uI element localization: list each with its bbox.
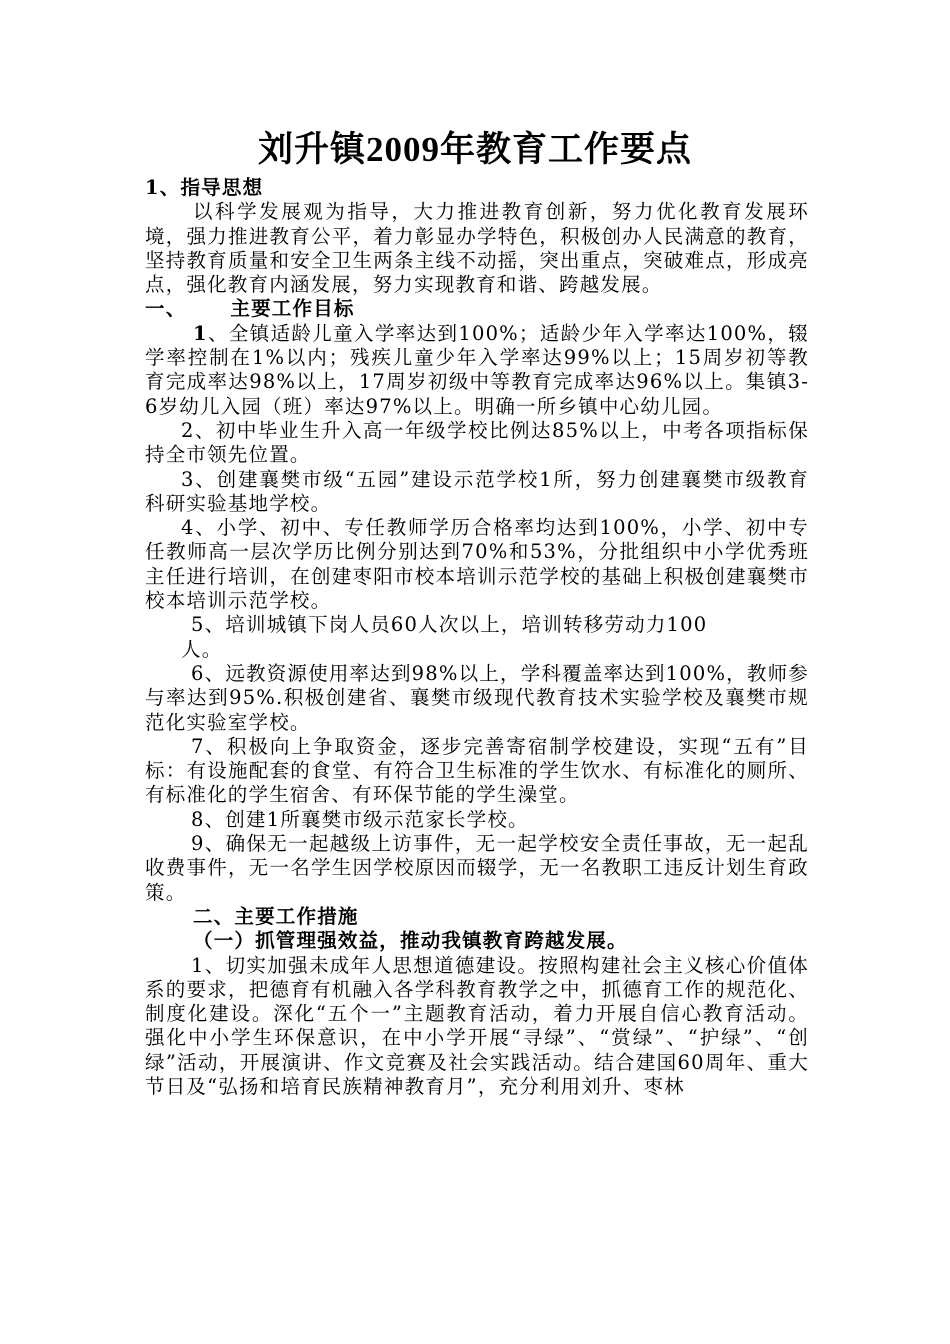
goal-item-6: 6、远教资源使用率达到98%以上，学科覆盖率达到100%，教师参与率达到95%.积极创建省、襄樊市级现代教育技术实验学校及襄樊市规范化实验室学校。: [145, 661, 809, 734]
document-body: [145, 176, 809, 1099]
paragraph-guiding-ideology: 以科学发展观为指导，大力推进教育创新，努力优化教育发展环境，强力推进教育公平，着力彰显办学特色，积极创办人民满意的教育，坚持教育质量和安全卫生两条主线不动摇，突出重点，突破难点，形成亮点，强化教育内涵发展，努力实现教育和谐、跨越发展。: [145, 200, 809, 297]
goal-item-1: [145, 322, 809, 419]
measure-item-1: 1、切实加强未成年人思想道德建设。按照构建社会主义核心价值体系的要求，把德育有机融入各学科教育教学之中，抓德育工作的规范化、制度化建设。深化“五个一”主题教育活动，着力开展自信心教育活动。强化中小学生环保意识，在中小学开展“寻绿”、“赏绿”、“护绿”、“创绿”活动，开展演讲、作文竞赛及社会实践活动。结合建国60周年、重大节日及“弘扬和培育民族精神教育月”，充分利用刘升、枣林: [145, 953, 809, 1098]
goal-item-2: 2、初中毕业生升入高一年级学校比例达85%以上，中考各项指标保持全市领先位置。: [145, 418, 809, 467]
goal-item-9: 9、确保无一起越级上访事件，无一起学校安全责任事故，无一起乱收费事件，无一名学生因学校原因而辍学，无一名教职工违反计划生育政策。: [145, 832, 809, 904]
heading-main-goals-text: 主要工作目标: [230, 297, 355, 321]
heading-main-goals: [145, 297, 809, 321]
heading-measure-group-1: （一）抓管理强效益，推动我镇教育跨越发展。: [193, 929, 628, 953]
goal-item-1-number: 1: [193, 321, 208, 345]
document-title: 刘升镇2009年教育工作要点: [257, 130, 692, 169]
heading-main-goals-number: 一、: [145, 297, 187, 321]
heading-main-measures: 二、主要工作措施: [193, 904, 359, 928]
goal-item-1-text: 、全镇适龄儿童入学率达到100%；适龄少年入学率达100%，辍学率控制在1%以内；残疾儿童少年入学率达99%以上；15周岁初等教育完成率达98%以上，17周岁初级中等教育完成率达96%以上。集镇3-6岁幼儿入园（班）率达97%以上。明确一所乡镇中心幼儿园。: [145, 321, 809, 418]
goal-item-8: 8、创建1所襄樊市级示范家长学校。: [191, 807, 529, 831]
goal-item-7: 7、积极向上争取资金，逐步完善寄宿制学校建设，实现“五有”目标：有设施配套的食堂、有符合卫生标准的学生饮水、有标准化的厕所、有标准化的学生宿舍、有环保节能的学生澡堂。: [145, 734, 809, 807]
goal-item-5-line-1: 5、培训城镇下岗人员60人次以上，培训转移劳动力100: [191, 613, 708, 637]
goal-item-5-line-2: 人。: [181, 637, 223, 661]
heading-guiding-ideology: 1、指导思想: [145, 176, 264, 199]
goal-item-4: 4、小学、初中、专任教师学历合格率均达到100%，小学、初中专任教师高一层次学历比例分别达到70%和53%，分批组织中小学优秀班主任进行培训，在创建枣阳市校本培训示范学校的基础上积极创建襄樊市校本培训示范学校。: [145, 516, 809, 613]
goal-item-3: 3、创建襄樊市级“五园”建设示范学校1所，努力创建襄樊市级教育科研实验基地学校。: [145, 467, 809, 515]
